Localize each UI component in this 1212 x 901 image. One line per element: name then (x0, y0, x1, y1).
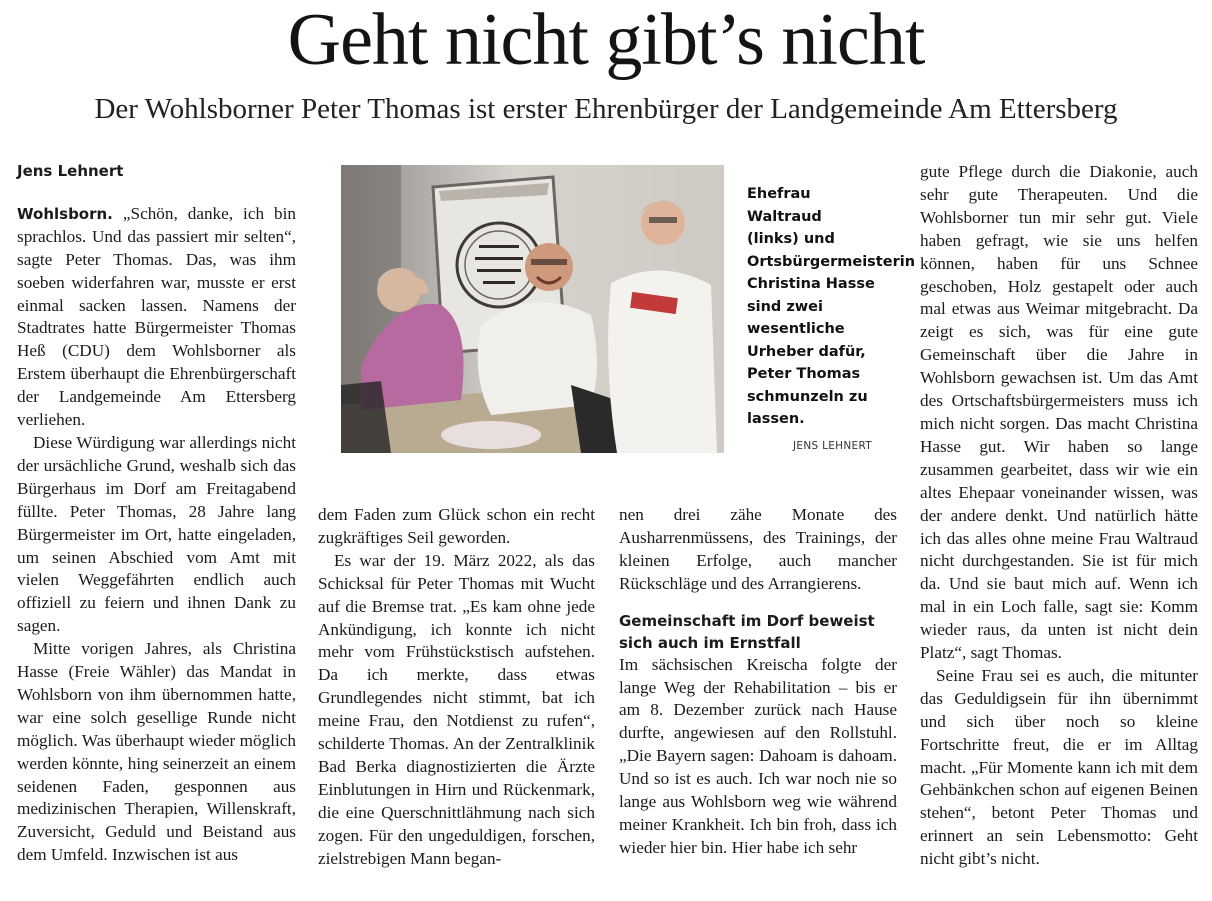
paragraph: nen drei zähe Monate des Ausharrenmüssens, des Trainings, der kleinen Erfolge, auch mancher Rückschläge und des Arrangierens. (619, 505, 897, 593)
article-photo (341, 165, 724, 453)
paragraph: Mitte vorigen Jahres, als Christina Hasse (Freie Wähler) das Mandat in Wohlsborn von ihm übernommen hatte, war eine solch gesellige Runde nicht möglich. Was überhaupt wieder möglich werden könnte, hing seinerzeit an einem seidenen Faden, gesponnen aus medizinischen Therapien, Willenskraft, Zuversicht, Geduld und Beistand aus dem Umfeld. Inzwischen ist aus (17, 639, 296, 865)
photo-credit: JENS LEHNERT (792, 440, 872, 452)
photo-caption: Ehefrau Waltraud (links) und Ortsbürgermeisterin Christina Hasse sind zwei wesentliche Urheber dafür, Peter Thomas schmunzeln zu lassen. (747, 186, 916, 427)
column-4 (920, 161, 1198, 871)
paragraph: gute Pflege durch die Diakonie, auch sehr gute Therapeuten. Und die Wohlsborner tun mir sehr gut. Viele haben gefragt, wie sie uns helfen können, haben für uns Schnee geschoben, Holz gestapelt oder auch mal etwas aus Weimar mitgebracht. Da zeigt es sich, was für eine gute Gemeinschaft über die Jahre in Wohlsborn gewachsen ist. Um das Amt des Ortschaftsbürgermeisters muss ich mich nicht sorgen. Das macht Christina Hasse gut. Wir haben so lange zusammen gearbeitet, dass wir wie ein altes Ehepaar voneinander wissen, was der andere denkt. Und natürlich hätte ich das alles ohne meine Frau Waltraud nicht durchgestanden. Sie ist für mich da. Und sie baut mich auf. Wenn ich mal in ein Loch falle, sagt sie: Komm wieder raus, da unten ist nicht dein Platz“, sagt Thomas. (920, 162, 1198, 663)
paragraph-text: „Schön, danke, ich bin sprachlos. Und das passiert mir selten“, sagte Peter Thomas. Das, was ihm soeben widerfahren war, musste er erst einmal sacken lassen. Namens der Stadtrates hatte Bürgermeister Thomas Heß (CDU) dem Wohlsborner als Erstem überhaupt die Ehrenbürgerschaft der Landgemeinde Am Ettersberg verliehen. (17, 203, 296, 430)
paragraph (17, 203, 296, 432)
section-heading: Gemeinschaft im Dorf beweist sich auch im Ernstfall (619, 611, 875, 652)
subheadline: Der Wohlsborner Peter Thomas ist erster Ehrenbürger der Landgemeinde Am Ettersberg (94, 93, 1118, 125)
headline: Geht nicht gibt’s nicht (287, 0, 925, 81)
photo-illustration (341, 165, 724, 453)
paragraph: Es war der 19. März 2022, als das Schicksal für Peter Thomas mit Wucht auf die Bremse trat. „Es kam ohne jede Ankündigung, ich konnte ich nicht mehr vom Frühstückstisch aufstehen. Da ich merkte, dass etwas Grundlegendes nicht stimmt, bat ich meine Frau, den Notdienst zu rufen“, schilderte Thomas. An der Zentralklinik Bad Berka diagnostizierten die Ärzte Einblutungen in Hirn und Rückenmark, die eine Querschnittlähmung nach sich zogen. Für den ungeduldigen, forschen, zielstrebigen Mann began- (318, 550, 595, 868)
column-2 (318, 504, 595, 871)
paragraph: Im sächsischen Kreischa folgte der lange Weg der Rehabilitation – bis er am 8. Dezember zurück nach Hause durfte, angewiesen auf den Rollstuhl. „Die Bayern sagen: Dahoam is dahoam. Und so ist es auch. Ich war noch nie so lange aus Wohlsborn weg wie während meiner Krankheit. Ich bin froh, dass ich wieder hier bin. Hier habe ich sehr (619, 654, 897, 857)
column-3 (619, 504, 897, 860)
column-1 (17, 160, 296, 867)
author-byline: Jens Lehnert (17, 162, 124, 180)
paragraph: Seine Frau sei es auch, die mitunter das Geduldigsein für ihn übernimmt und sich über noch so kleine Fortschritte freut, die er im Alltag macht. „Für Momente kann ich mit dem Gehbänkchen schon auf eigenen Beinen stehen“, betont Peter Thomas und erinnert an sein Lebensmotto: Geht nicht gibt’s nicht. (920, 665, 1198, 869)
paragraph: Diese Würdigung war allerdings nicht der ursächliche Grund, weshalb sich das Bürgerhaus im Dorf am Freitagabend füllte. Peter Thomas, 28 Jahre lang Bürgermeister im Ort, hatte eingeladen, um seinen Abschied vom Amt mit vielen Weggefährten endlich auch offiziell zu feiern und ihnen Dank zu sagen. (17, 432, 296, 636)
paragraph: dem Faden zum Glück schon ein recht zugkräftiges Seil geworden. (318, 505, 595, 547)
dateline: Wohlsborn. (17, 204, 113, 223)
